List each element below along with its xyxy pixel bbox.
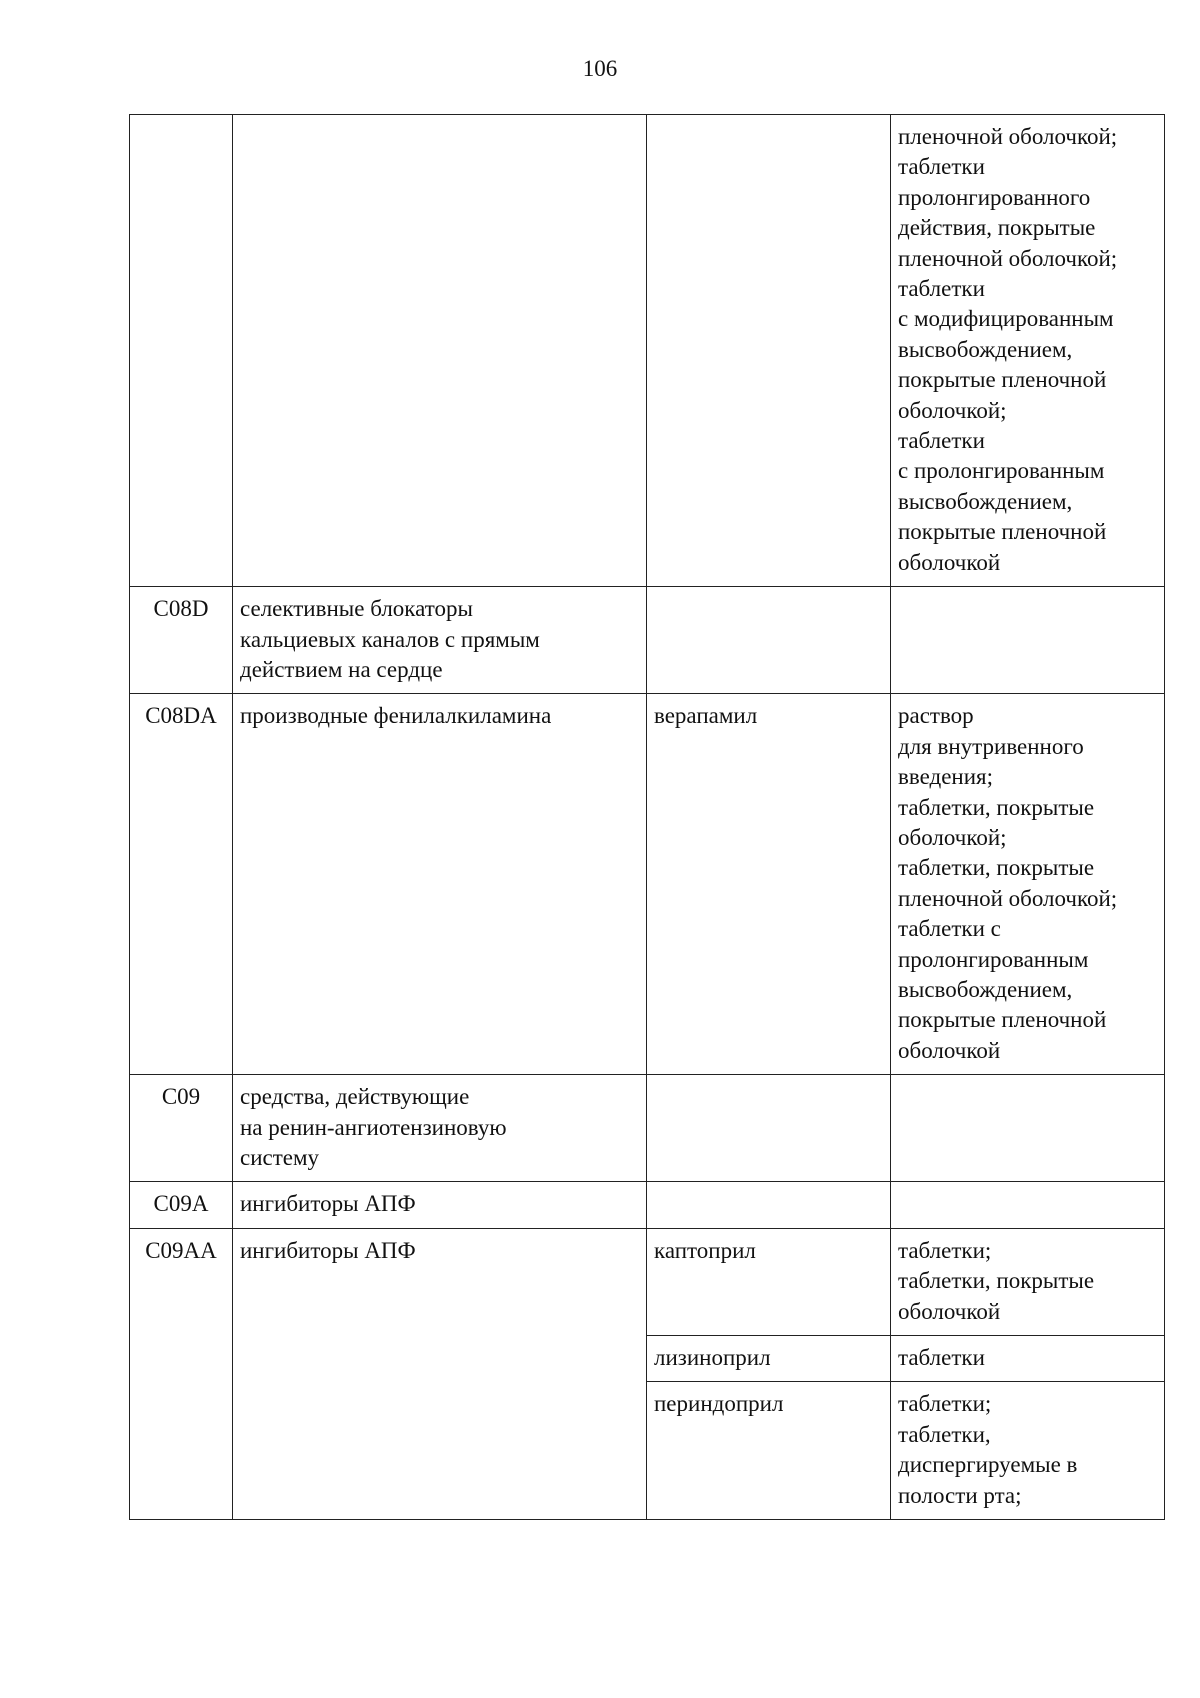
drug-name-cell: периндоприл bbox=[647, 1382, 891, 1520]
group-name-line: селективные блокаторы bbox=[240, 596, 473, 622]
atc-code-cell: C09A bbox=[130, 1182, 233, 1228]
dosage-form-line: таблетки bbox=[898, 428, 985, 454]
dosage-form-line: пленочной оболочкой; bbox=[898, 885, 1118, 911]
page-number: 106 bbox=[582, 56, 618, 81]
dosage-form-line: раствор bbox=[898, 703, 974, 729]
dosage-form-line: покрытые пленочной bbox=[898, 1007, 1107, 1033]
table-row bbox=[130, 1182, 1165, 1228]
dosage-form-line: пролонгированным bbox=[898, 946, 1089, 972]
dosage-form-line: таблетки bbox=[898, 154, 985, 180]
group-name-line: средства, действующие bbox=[240, 1084, 470, 1110]
group-name-cell bbox=[233, 1228, 647, 1519]
atc-code-cell: C09 bbox=[130, 1075, 233, 1182]
dosage-forms-cell bbox=[891, 1228, 1165, 1335]
dosage-form-line: таблетки с bbox=[898, 916, 1001, 942]
group-name-line: ингибиторы АПФ bbox=[240, 1237, 416, 1263]
dosage-form-line: таблетки, покрытые bbox=[898, 1268, 1095, 1294]
group-name-line: на ренин-ангиотензиновую bbox=[240, 1114, 507, 1140]
dosage-form-line: действия, покрытые bbox=[898, 215, 1096, 241]
dosage-form-line: таблетки; bbox=[898, 1237, 992, 1263]
dosage-form-line: высвобождением, bbox=[898, 488, 1073, 514]
drug-name-cell: верапамил bbox=[647, 694, 891, 1075]
table-row bbox=[130, 1228, 1165, 1335]
table-row bbox=[130, 1075, 1165, 1182]
dosage-form-line: высвобождением, bbox=[898, 976, 1073, 1002]
group-name-cell bbox=[233, 587, 647, 694]
group-name-line: систему bbox=[240, 1145, 320, 1170]
drug-name-cell: каптоприл bbox=[647, 1228, 891, 1335]
atc-code-cell: C08D bbox=[130, 587, 233, 694]
dosage-form-line: таблетки, покрытые bbox=[898, 855, 1095, 881]
dosage-forms-cell bbox=[891, 1075, 1165, 1182]
dosage-form-line: оболочкой; bbox=[898, 824, 1007, 850]
group-name-line: ингибиторы АПФ bbox=[240, 1191, 416, 1217]
dosage-form-line: оболочкой bbox=[898, 1298, 1001, 1324]
dosage-form-line: полости рта; bbox=[898, 1482, 1022, 1508]
atc-code-cell: C09AA bbox=[130, 1228, 233, 1519]
dosage-form-line: таблетки bbox=[898, 1345, 985, 1371]
atc-code-cell: C08DA bbox=[130, 694, 233, 1075]
group-name-cell bbox=[233, 1182, 647, 1228]
table-row bbox=[130, 587, 1165, 694]
group-name-cell bbox=[233, 115, 647, 587]
dosage-form-line: таблетки, bbox=[898, 1421, 991, 1447]
group-name-line: производные фенилалкиламина bbox=[240, 703, 552, 729]
drug-name-cell: лизиноприл bbox=[647, 1336, 891, 1382]
atc-code-cell bbox=[130, 115, 233, 587]
dosage-forms-cell bbox=[891, 587, 1165, 694]
dosage-form-line: с модифицированным bbox=[898, 306, 1114, 332]
dosage-forms-cell bbox=[891, 1336, 1165, 1382]
dosage-forms-cell bbox=[891, 1182, 1165, 1228]
dosage-form-line: высвобождением, bbox=[898, 336, 1073, 362]
dosage-forms-cell bbox=[891, 115, 1165, 587]
dosage-forms-cell bbox=[891, 1382, 1165, 1520]
dosage-form-line: для внутривенного bbox=[898, 733, 1084, 759]
group-name-line: действием на сердце bbox=[240, 656, 443, 682]
drug-name-cell bbox=[647, 1182, 891, 1228]
dosage-forms-cell bbox=[891, 694, 1165, 1075]
dosage-form-line: таблетки, покрытые bbox=[898, 794, 1095, 820]
group-name-line: кальциевых каналов с прямым bbox=[240, 626, 540, 652]
drug-name-cell bbox=[647, 587, 891, 694]
drug-table bbox=[129, 114, 1165, 1520]
table-row bbox=[130, 694, 1165, 1075]
group-name-cell bbox=[233, 1075, 647, 1182]
dosage-form-line: с пролонгированным bbox=[898, 458, 1105, 484]
dosage-form-line: таблетки; bbox=[898, 1391, 992, 1417]
dosage-form-line: оболочкой bbox=[898, 549, 1001, 575]
dosage-form-line: таблетки bbox=[898, 276, 985, 302]
group-name-cell bbox=[233, 694, 647, 1075]
dosage-form-line: оболочкой bbox=[898, 1037, 1001, 1063]
dosage-form-line: оболочкой; bbox=[898, 397, 1007, 423]
drug-name-cell bbox=[647, 1075, 891, 1182]
dosage-form-line: пленочной оболочкой; bbox=[898, 245, 1118, 271]
drug-name-cell bbox=[647, 115, 891, 587]
table-row bbox=[130, 115, 1165, 587]
dosage-form-line: покрытые пленочной bbox=[898, 367, 1107, 393]
dosage-form-line: диспергируемые в bbox=[898, 1452, 1078, 1478]
dosage-form-line: введения; bbox=[898, 764, 993, 790]
dosage-form-line: пленочной оболочкой; bbox=[898, 124, 1118, 149]
dosage-form-line: покрытые пленочной bbox=[898, 519, 1107, 545]
dosage-form-line: пролонгированного bbox=[898, 184, 1091, 210]
